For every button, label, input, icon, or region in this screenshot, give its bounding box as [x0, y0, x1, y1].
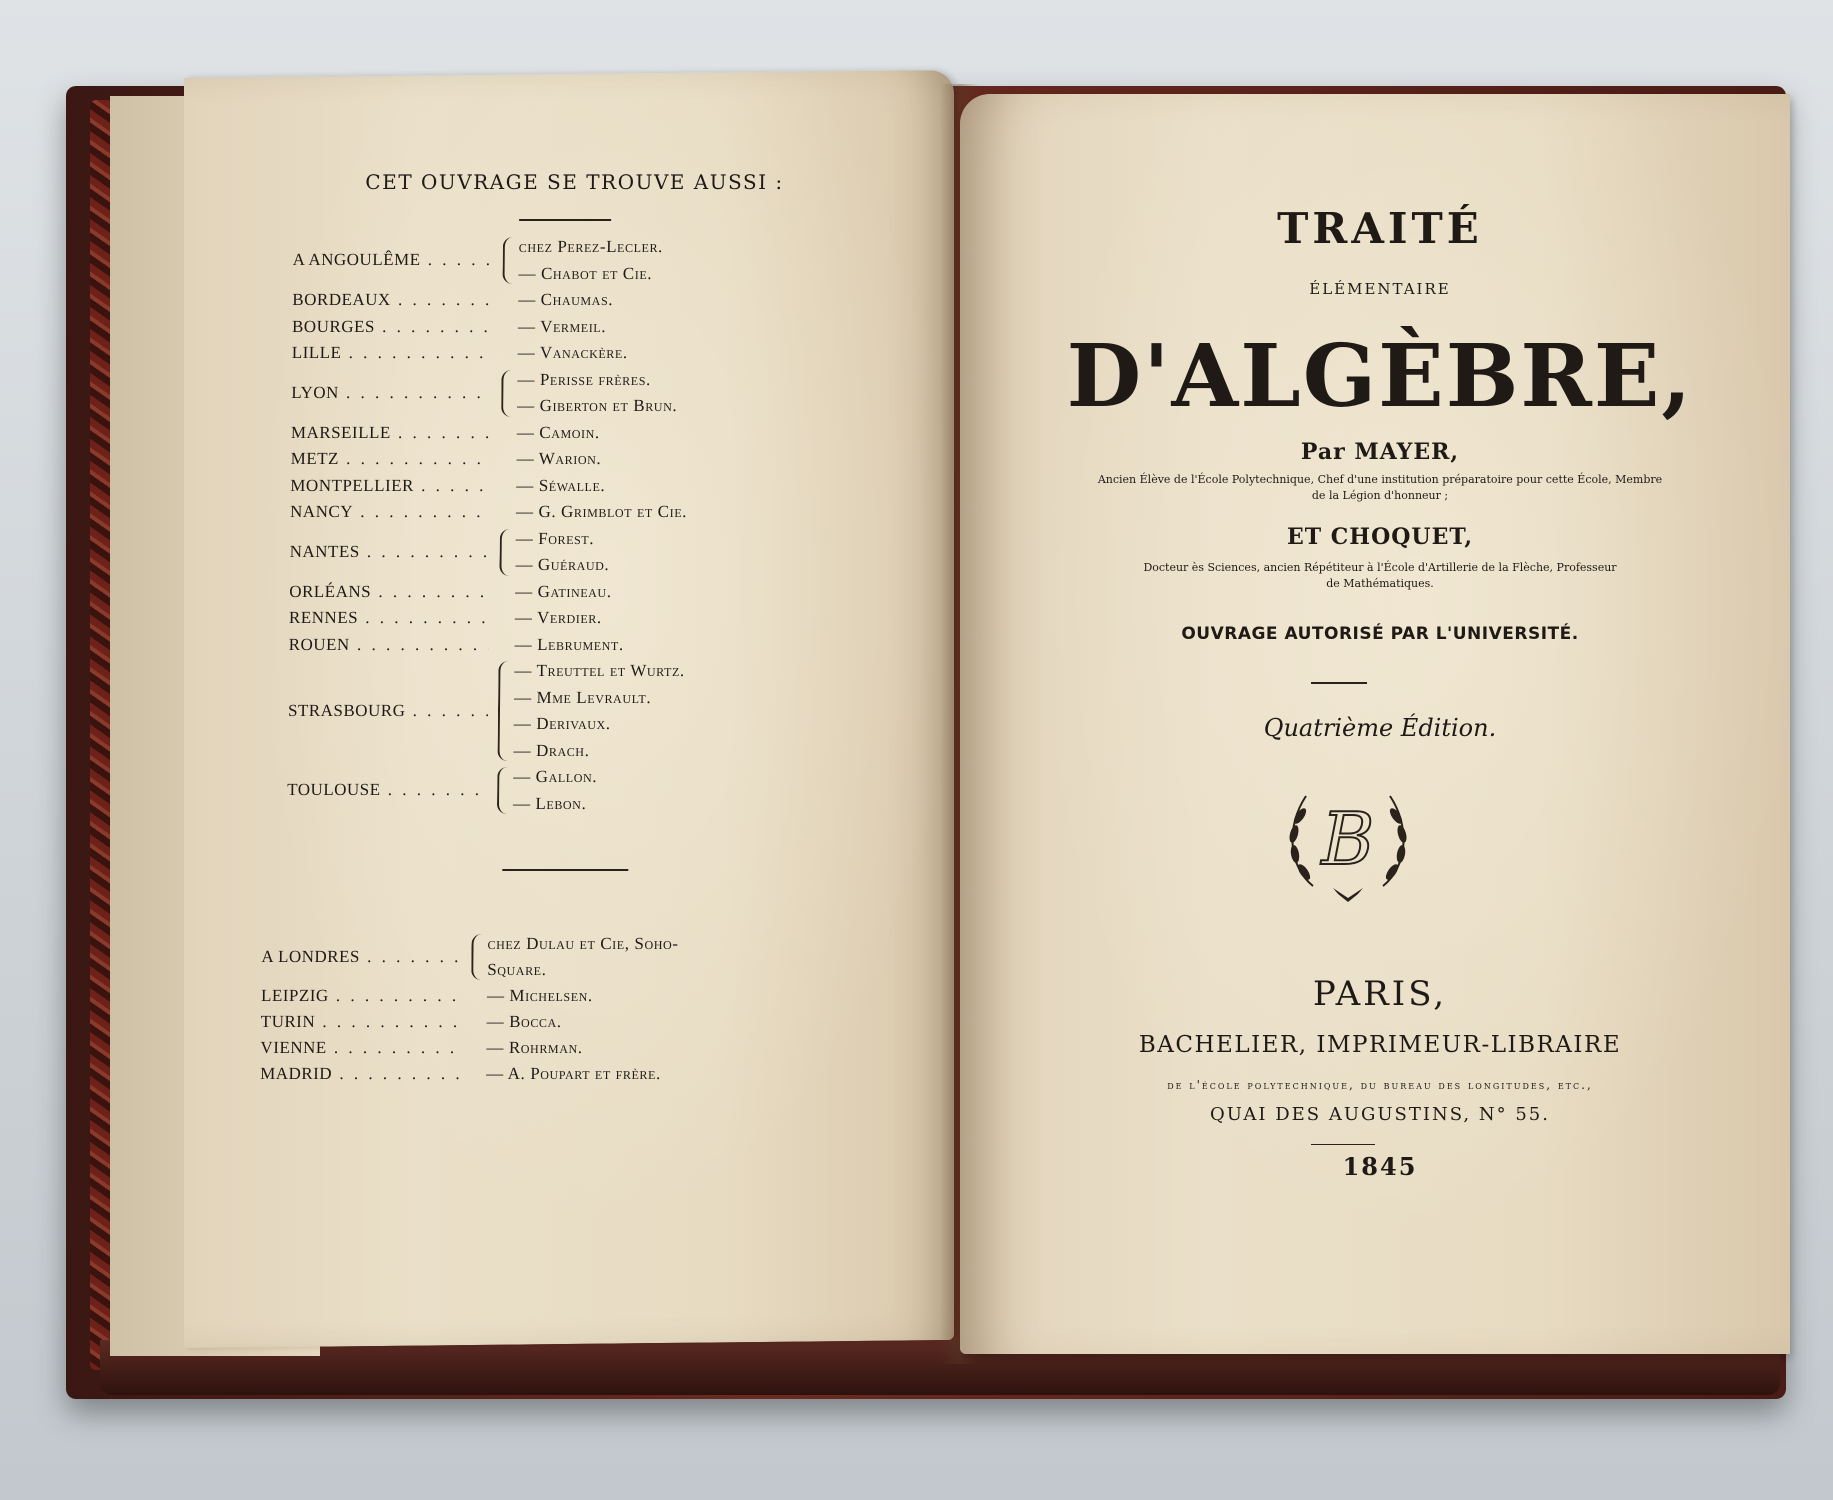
author-2-description: Docteur ès Sciences, ancien Répétiteur à l'École d'Artillerie de la Flèche, Professeur de Mathématiques.: [1143, 561, 1617, 590]
title-line-2: ÉLÉMENTAIRE: [1309, 280, 1451, 298]
shop-list: [516, 499, 896, 526]
heading-rule: [519, 219, 611, 221]
shop-name: — Forest.: [515, 528, 595, 548]
author-1: Par MAYER,: [1300, 439, 1460, 465]
city-name: MONTPELLIER . . .: [290, 472, 490, 499]
shop-name: — Séwalle.: [516, 475, 606, 495]
city-name: VIENNE . . .: [260, 1035, 460, 1061]
shop-name: chez Dulau et Cie, Soho-: [487, 934, 679, 954]
shop-name: — Michelsen.: [486, 986, 593, 1006]
city-name: BORDEAUX . . .: [292, 287, 492, 314]
bookseller-entry: [261, 931, 882, 983]
shop-list: [513, 658, 894, 764]
right-page: [960, 94, 1790, 1354]
shop-name: Square.: [487, 960, 547, 980]
brace-mark: [502, 237, 516, 284]
shop-name: — Rohrman.: [486, 1038, 583, 1058]
city-name: MADRID . . .: [260, 1061, 460, 1087]
brace-mark: [497, 767, 511, 814]
shop-name: — G. Grimblot et Cie.: [515, 501, 688, 521]
city-name: LEIPZIG . . .: [261, 983, 461, 1009]
section-rule: [502, 869, 628, 871]
city-name: LYON . . .: [291, 380, 491, 407]
shop-list: [517, 366, 898, 419]
publication-year: 1845: [1342, 1152, 1418, 1181]
shop-list: [513, 764, 894, 817]
author-1-description: Ancien Élève de l'École Polytechnique, Chef d'une institution préparatoire pour cette École, Membre de la Légion d'honneur ;: [1097, 473, 1663, 502]
city-name: BOURGES . . .: [292, 313, 492, 340]
city-name: TOULOUSE . . .: [287, 777, 487, 804]
city-name: STRASBOURG . . .: [288, 698, 488, 725]
shop-name: — Warion.: [516, 448, 602, 468]
shop-name: — Bocca.: [486, 1012, 562, 1032]
imprint-city: PARIS,: [1312, 974, 1448, 1014]
left-page: [184, 70, 954, 1348]
publisher-emblem-icon: [1278, 776, 1418, 906]
year-rule: [1311, 1144, 1375, 1145]
left-page-content: [177, 74, 960, 1344]
shop-list: [518, 234, 899, 287]
shop-list: [487, 1009, 867, 1035]
city-name: RENNES . . .: [289, 605, 489, 632]
shop-name: — Vermeil.: [517, 316, 607, 336]
shop-list: [515, 605, 895, 632]
title-line-1: TRAITÉ: [1277, 204, 1483, 253]
shop-list: [518, 340, 898, 367]
city-name: METZ . . .: [290, 446, 490, 473]
shop-name: — Verdier.: [514, 607, 602, 627]
title-page: [960, 94, 1790, 1354]
shop-name: — Chaumas.: [518, 289, 614, 309]
title-rule: [1311, 682, 1367, 684]
shop-list: [515, 631, 895, 658]
brace-mark: [471, 934, 485, 980]
shop-name: — Derivaux.: [513, 714, 611, 734]
shop-list: [517, 419, 897, 446]
author-2: ET CHOQUET,: [1287, 524, 1473, 550]
shop-name: — Vanackère.: [517, 342, 628, 362]
city-name: NANCY . . .: [290, 499, 490, 526]
bookseller-entry: [292, 287, 892, 314]
shop-list: [486, 1061, 866, 1087]
shop-list: [486, 1035, 866, 1061]
emblem-monogram: B: [1321, 797, 1375, 881]
bookseller-entry: [289, 525, 890, 578]
shop-name: — Giberton et Brun.: [517, 395, 678, 415]
shop-name: — Lebrument.: [514, 634, 624, 654]
shop-name: — Drach.: [513, 740, 590, 760]
title-line-3: D'ALGÈBRE,: [1066, 326, 1694, 427]
shop-name: — A. Poupart et frère.: [486, 1064, 661, 1084]
brace-mark: [497, 661, 512, 761]
bookseller-entry: [291, 419, 891, 446]
bookseller-entry: [260, 1061, 880, 1087]
shop-list: [516, 446, 896, 473]
city-name: ORLÉANS . . .: [289, 578, 489, 605]
shop-list: [516, 472, 896, 499]
shop-name: — Chabot et Cie.: [518, 263, 653, 283]
bookseller-entry: [292, 313, 892, 340]
authorization-note: OUVRAGE AUTORISÉ PAR L'UNIVERSITÉ.: [1181, 624, 1579, 644]
shop-list: [518, 287, 898, 314]
shop-name: chez Perez-Lecler.: [518, 236, 664, 256]
publisher-name: BACHELIER, IMPRIMEUR-LIBRAIRE: [1138, 1032, 1622, 1058]
bookseller-entry: [290, 499, 890, 526]
city-name: NANTES . . .: [290, 539, 490, 566]
shop-list: [515, 525, 896, 578]
bookseller-entry: [289, 631, 889, 658]
shop-name: — Camoin.: [516, 422, 600, 442]
edition-label: Quatrième Édition.: [1263, 714, 1497, 742]
city-name: A LONDRES . . .: [261, 944, 461, 970]
bookseller-entry: [261, 1009, 881, 1035]
shop-list: [487, 931, 868, 983]
bookseller-entry: [261, 983, 881, 1009]
shop-name: — Gatineau.: [515, 581, 612, 601]
brace-mark: [501, 369, 515, 416]
shop-name: — Perisse frères.: [517, 369, 651, 389]
city-name: TURIN . . .: [261, 1009, 461, 1035]
bookseller-entry: [289, 578, 889, 605]
city-name: ROUEN . . .: [289, 631, 489, 658]
bookseller-entry: [287, 658, 888, 764]
left-page-heading: CET OUVRAGE SE TROUVE AUSSI :: [365, 169, 784, 194]
bookseller-entry: [292, 234, 893, 287]
bookseller-entry: [291, 366, 892, 419]
shop-list: [518, 313, 898, 340]
publisher-address: QUAI DES AUGUSTINS, N° 55.: [1210, 1104, 1550, 1125]
shop-list: [515, 578, 895, 605]
shop-name: — Gallon.: [513, 767, 598, 787]
shop-list: [487, 983, 867, 1009]
city-name: LILLE . . .: [292, 340, 492, 367]
shop-name: — Guéraud.: [515, 554, 610, 574]
city-name: A ANGOULÊME . . .: [293, 247, 493, 274]
shop-name: — Lebon.: [512, 793, 587, 813]
brace-mark: [499, 528, 513, 575]
city-name: MARSEILLE . . .: [291, 419, 491, 446]
bookseller-entry: [290, 446, 890, 473]
bookseller-entry: [289, 605, 889, 632]
bookseller-entry: [292, 340, 892, 367]
shop-name: — Mme Levrault.: [514, 687, 652, 707]
bookseller-entry: [260, 1035, 880, 1061]
shop-name: — Treuttel et Wurtz.: [514, 660, 685, 680]
publisher-affiliation: de l'école polytechnique, du bureau des longitudes, etc.,: [1167, 1078, 1593, 1092]
bookseller-entry: [287, 764, 888, 817]
bookseller-entry: [290, 472, 890, 499]
